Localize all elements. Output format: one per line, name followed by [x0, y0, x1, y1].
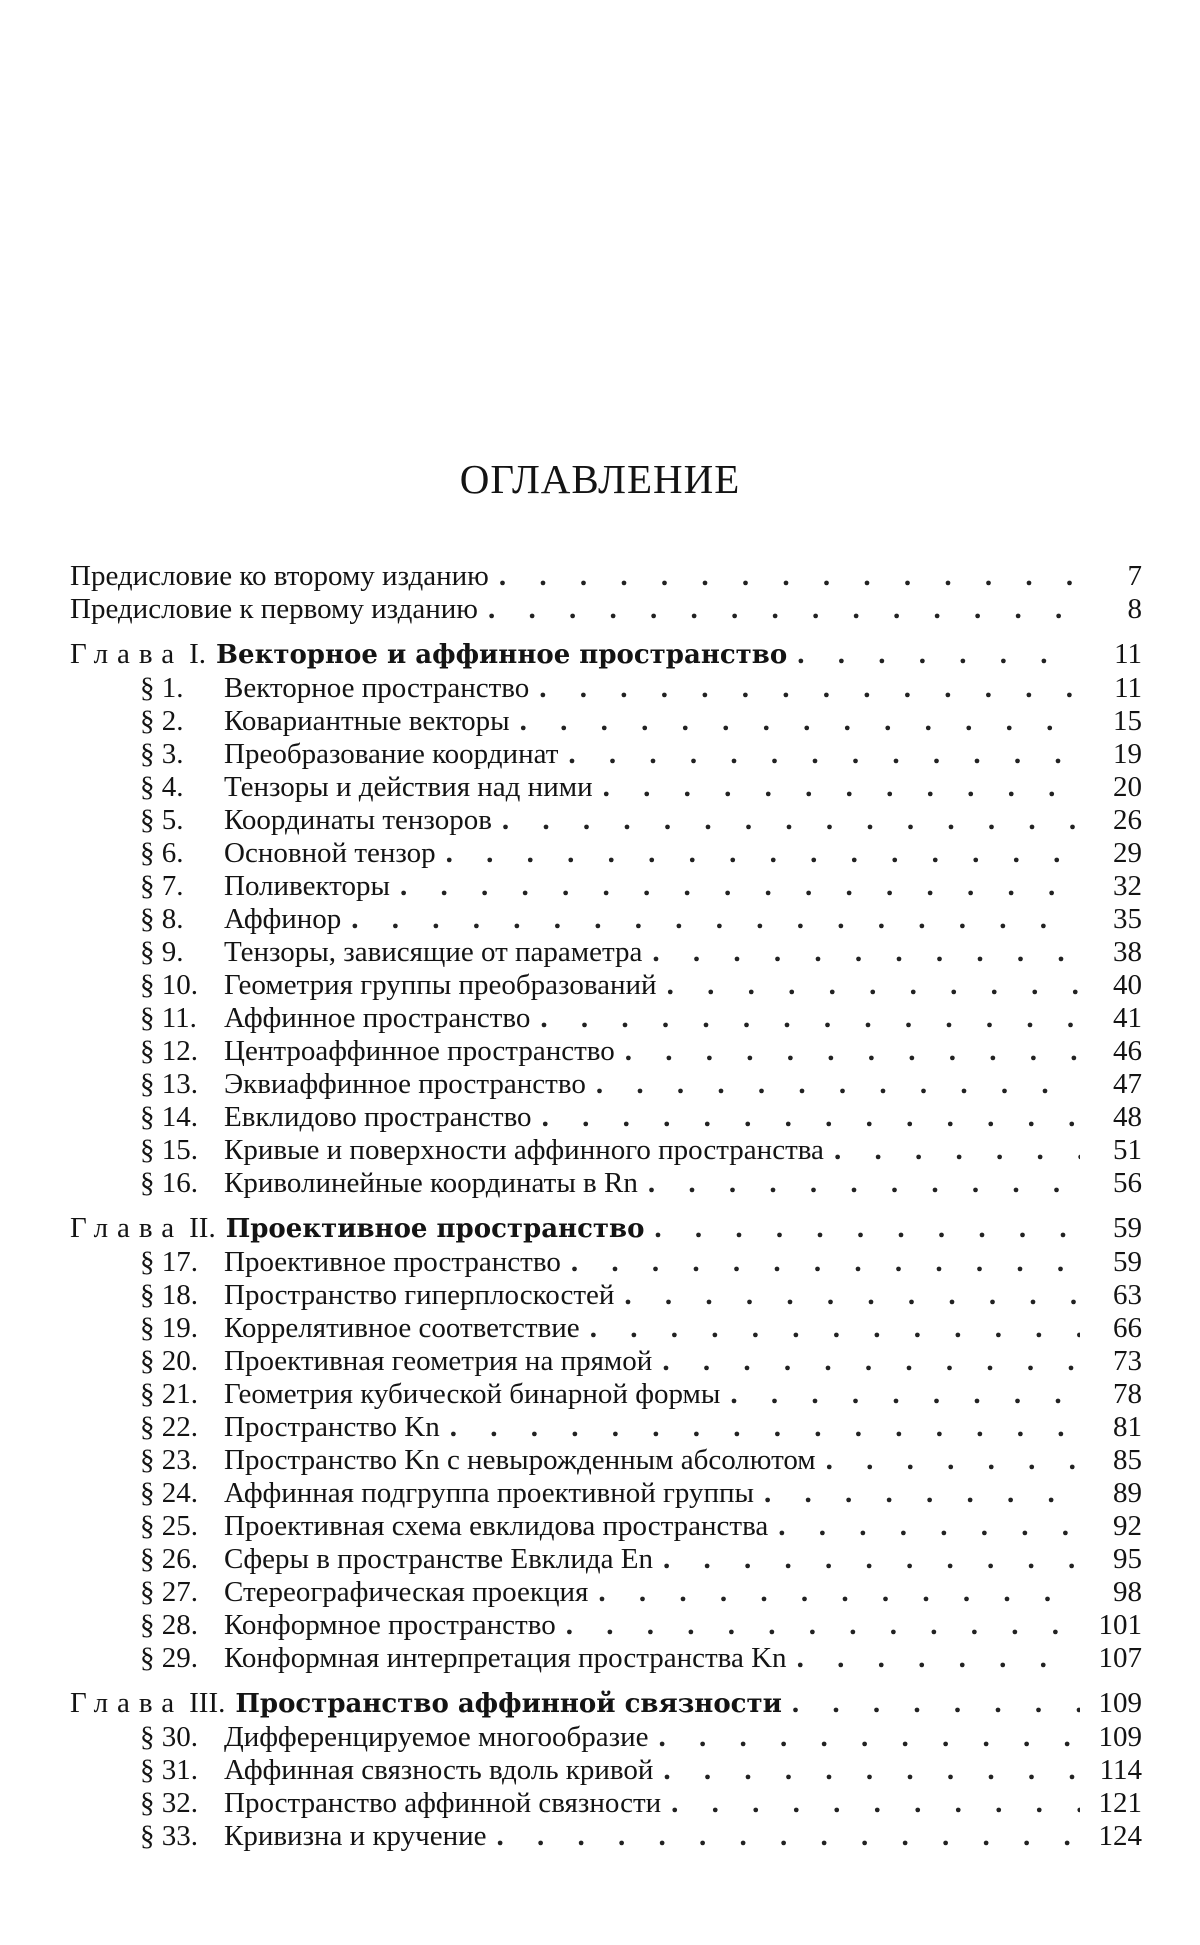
section-title: Пространство гиперплоскостей: [224, 1279, 615, 1311]
section-title: Проективная схема евклидова пространства: [224, 1510, 769, 1542]
dot-leader: [764, 1477, 1080, 1510]
page-number: 32: [1113, 870, 1142, 902]
chapter-label: Глава: [70, 638, 184, 670]
dot-leader: [826, 1444, 1080, 1477]
dot-leader: [502, 804, 1080, 837]
section-number: § 8.: [140, 903, 184, 935]
section-title: Ковариантные векторы: [224, 705, 510, 737]
page-number: 121: [1098, 1787, 1142, 1819]
dot-leader: [658, 1721, 1080, 1754]
dot-leader: [596, 1068, 1080, 1101]
section-entry[interactable]: [70, 804, 1142, 837]
page-number: 114: [1099, 1754, 1142, 1786]
page-number: 89: [1113, 1477, 1142, 1509]
chapter-heading[interactable]: [70, 1685, 1142, 1721]
section-entry[interactable]: [70, 1477, 1142, 1510]
section-entry[interactable]: [70, 1787, 1142, 1820]
dot-leader: [497, 1820, 1080, 1853]
section-number: § 14.: [140, 1101, 198, 1133]
section-number: § 24.: [140, 1477, 198, 1509]
page-number: 26: [1113, 804, 1142, 836]
section-entry[interactable]: [70, 1721, 1142, 1754]
section-entry[interactable]: [70, 1167, 1142, 1200]
page-number: 15: [1113, 705, 1142, 737]
dot-leader: [351, 903, 1080, 936]
section-number: § 2.: [140, 705, 184, 737]
dot-leader: [542, 1101, 1080, 1134]
page-number: 41: [1113, 1002, 1142, 1034]
dot-leader: [663, 1754, 1080, 1787]
dot-leader: [778, 1510, 1080, 1543]
section-number: § 1.: [140, 672, 184, 704]
page-number: 59: [1113, 1246, 1142, 1278]
dot-leader: [446, 837, 1080, 870]
section-title: Конформная интерпретация пространства Kn: [224, 1642, 787, 1674]
page-number: 66: [1113, 1312, 1142, 1344]
section-entry[interactable]: [70, 1279, 1142, 1312]
section-entry[interactable]: [70, 738, 1142, 771]
section-entry[interactable]: [70, 1609, 1142, 1642]
page-number: 11: [1114, 638, 1142, 670]
section-number: § 21.: [140, 1378, 198, 1410]
dot-leader: [590, 1312, 1080, 1345]
section-title: Аффинная подгруппа проективной группы: [224, 1477, 755, 1509]
section-number: § 20.: [140, 1345, 198, 1377]
section-title: Евклидово пространство: [224, 1101, 532, 1133]
section-number: § 16.: [140, 1167, 198, 1199]
dot-leader: [499, 560, 1080, 593]
page-number: 92: [1113, 1510, 1142, 1542]
page-number: 85: [1113, 1444, 1142, 1476]
section-entry[interactable]: [70, 837, 1142, 870]
page-number: 19: [1113, 738, 1142, 770]
dot-leader: [625, 1035, 1080, 1068]
section-title: Тензоры и действия над ними: [224, 771, 593, 803]
page-number: 78: [1113, 1378, 1142, 1410]
page-number: 109: [1098, 1721, 1142, 1753]
section-entry[interactable]: [70, 1068, 1142, 1101]
dot-leader: [662, 1345, 1080, 1378]
section-title: Координаты тензоров: [224, 804, 492, 836]
section-title: Преобразование координат: [224, 738, 559, 770]
chapter-title: Векторное и аффинное пространство: [216, 640, 788, 670]
page-number: 109: [1098, 1687, 1142, 1719]
section-title: Пространство аффинной связности: [224, 1787, 662, 1819]
section-entry[interactable]: [70, 1246, 1142, 1279]
section-title: Стереографическая проекция: [224, 1576, 589, 1608]
section-entry[interactable]: [70, 1312, 1142, 1345]
section-number: § 7.: [140, 870, 184, 902]
dot-leader: [797, 1642, 1080, 1675]
page-number: 107: [1098, 1642, 1142, 1674]
section-number: § 12.: [140, 1035, 198, 1067]
section-number: § 4.: [140, 771, 184, 803]
dot-leader: [663, 1543, 1080, 1576]
page-number: 101: [1098, 1609, 1142, 1641]
dot-leader: [540, 1002, 1080, 1035]
section-title: Кривизна и кручение: [224, 1820, 487, 1852]
page-title: ОГЛАВЛЕНИЕ: [459, 456, 741, 502]
section-number: § 18.: [140, 1279, 198, 1311]
preface-entry[interactable]: [70, 560, 1142, 593]
section-number: § 11.: [140, 1002, 197, 1034]
section-number: § 17.: [140, 1246, 198, 1278]
section-title: Аффинное пространство: [224, 1002, 531, 1034]
section-number: § 30.: [140, 1721, 198, 1753]
dot-leader: [797, 636, 1080, 672]
section-entry[interactable]: [70, 1576, 1142, 1609]
dot-leader: [520, 705, 1080, 738]
chapter-label: Глава: [70, 1212, 184, 1244]
page-number: 38: [1113, 936, 1142, 968]
page-number: 51: [1113, 1134, 1142, 1166]
section-entry[interactable]: [70, 903, 1142, 936]
page-number: 29: [1113, 837, 1142, 869]
page-number: 98: [1113, 1576, 1142, 1608]
dot-leader: [603, 771, 1080, 804]
section-title: Криволинейные координаты в Rn: [224, 1167, 638, 1199]
section-title: Проективная геометрия на прямой: [224, 1345, 653, 1377]
dot-leader: [450, 1411, 1080, 1444]
section-title: Векторное пространство: [224, 672, 530, 704]
dot-leader: [571, 1246, 1080, 1279]
page-number: 56: [1113, 1167, 1142, 1199]
page-number: 8: [1127, 593, 1142, 625]
dot-leader: [566, 1609, 1080, 1642]
section-title: Центроаффинное пространство: [224, 1035, 615, 1067]
section-number: § 6.: [140, 837, 184, 869]
section-number: § 19.: [140, 1312, 198, 1344]
section-number: § 31.: [140, 1754, 198, 1786]
entry-title: Предисловие к первому изданию: [70, 593, 478, 625]
table-of-contents: [70, 560, 1142, 1853]
page-number: 20: [1113, 771, 1142, 803]
chapter-number: I.: [189, 638, 207, 670]
dot-leader: [671, 1787, 1080, 1820]
section-number: § 13.: [140, 1068, 198, 1100]
section-entry[interactable]: [70, 1345, 1142, 1378]
section-entry[interactable]: [70, 1642, 1142, 1675]
section-title: Пространство Kn: [224, 1411, 440, 1443]
section-title: Тензоры, зависящие от параметра: [224, 936, 643, 968]
dot-leader: [624, 1279, 1080, 1312]
section-entry[interactable]: [70, 1411, 1142, 1444]
dot-leader: [667, 969, 1080, 1002]
section-entry[interactable]: [70, 1754, 1142, 1787]
dot-leader: [654, 1210, 1080, 1246]
section-number: § 28.: [140, 1609, 198, 1641]
chapter-label: Глава: [70, 1687, 184, 1719]
section-title: Аффинор: [224, 903, 342, 935]
dot-leader: [400, 870, 1080, 903]
chapter-title: Пространство аффинной связности: [235, 1689, 782, 1719]
section-number: § 32.: [140, 1787, 198, 1819]
section-number: § 25.: [140, 1510, 198, 1542]
section-entry[interactable]: [70, 1444, 1142, 1477]
dot-leader: [792, 1685, 1080, 1721]
dot-leader: [598, 1576, 1080, 1609]
section-title: Проективное пространство: [224, 1246, 561, 1278]
section-number: § 9.: [140, 936, 184, 968]
section-title: Пространство Kn с невырожденным абсолютом: [224, 1444, 816, 1476]
chapter-title: Проективное пространство: [225, 1214, 645, 1244]
section-entry[interactable]: [70, 1101, 1142, 1134]
page-number: 40: [1113, 969, 1142, 1001]
section-entry[interactable]: [70, 771, 1142, 804]
section-entry[interactable]: [70, 1820, 1142, 1853]
section-title: Кривые и поверхности аффинного пространства: [224, 1134, 824, 1166]
section-number: § 23.: [140, 1444, 198, 1476]
page-number: 81: [1113, 1411, 1142, 1443]
section-entry[interactable]: [70, 1134, 1142, 1167]
page-number: 35: [1113, 903, 1142, 935]
dot-leader: [539, 672, 1080, 705]
section-title: Эквиаффинное пространство: [224, 1068, 586, 1100]
page-number: 73: [1113, 1345, 1142, 1377]
section-entry[interactable]: [70, 672, 1142, 705]
page-number: 11: [1114, 672, 1142, 704]
section-number: § 26.: [140, 1543, 198, 1575]
preface-entry[interactable]: [70, 593, 1142, 626]
section-entry[interactable]: [70, 1002, 1142, 1035]
chapter-number: II.: [189, 1212, 216, 1244]
section-title: Конформное пространство: [224, 1609, 556, 1641]
chapter-heading[interactable]: [70, 1210, 1142, 1246]
dot-leader: [730, 1378, 1080, 1411]
page-number: 47: [1113, 1068, 1142, 1100]
section-number: § 15.: [140, 1134, 198, 1166]
section-entry[interactable]: [70, 705, 1142, 738]
section-entry[interactable]: [70, 870, 1142, 903]
dot-leader: [648, 1167, 1080, 1200]
section-entry[interactable]: [70, 936, 1142, 969]
dot-leader: [488, 593, 1080, 626]
page-number: 124: [1098, 1820, 1142, 1852]
section-number: § 29.: [140, 1642, 198, 1674]
section-number: § 33.: [140, 1820, 198, 1852]
section-number: § 22.: [140, 1411, 198, 1443]
section-title: Дифференцируемое многообразие: [224, 1721, 649, 1753]
page-number: 46: [1113, 1035, 1142, 1067]
section-entry[interactable]: [70, 1035, 1142, 1068]
page-number: 63: [1113, 1279, 1142, 1311]
section-number: § 10.: [140, 969, 198, 1001]
page-number: 7: [1127, 560, 1142, 592]
chapter-heading[interactable]: [70, 636, 1142, 672]
dot-leader: [568, 738, 1080, 771]
entry-title: Предисловие ко второму изданию: [70, 560, 489, 592]
section-number: § 3.: [140, 738, 184, 770]
section-title: Коррелятивное соответствие: [224, 1312, 580, 1344]
section-title: Геометрия группы преобразований: [224, 969, 657, 1001]
section-title: Основной тензор: [224, 837, 436, 869]
section-entry[interactable]: [70, 1510, 1142, 1543]
section-number: § 5.: [140, 804, 184, 836]
section-entry[interactable]: [70, 1378, 1142, 1411]
page-number: 95: [1113, 1543, 1142, 1575]
page-number: 59: [1113, 1212, 1142, 1244]
section-title: Геометрия кубической бинарной формы: [224, 1378, 721, 1410]
section-number: § 27.: [140, 1576, 198, 1608]
section-entry[interactable]: [70, 969, 1142, 1002]
chapter-number: III.: [189, 1687, 226, 1719]
section-title: Сферы в пространстве Евклида En: [224, 1543, 653, 1575]
section-title: Поливекторы: [224, 870, 390, 902]
section-entry[interactable]: [70, 1543, 1142, 1576]
dot-leader: [652, 936, 1080, 969]
dot-leader: [834, 1134, 1080, 1167]
section-title: Аффинная связность вдоль кривой: [224, 1754, 654, 1786]
chapters-list: [70, 636, 1142, 1853]
page-number: 48: [1113, 1101, 1142, 1133]
